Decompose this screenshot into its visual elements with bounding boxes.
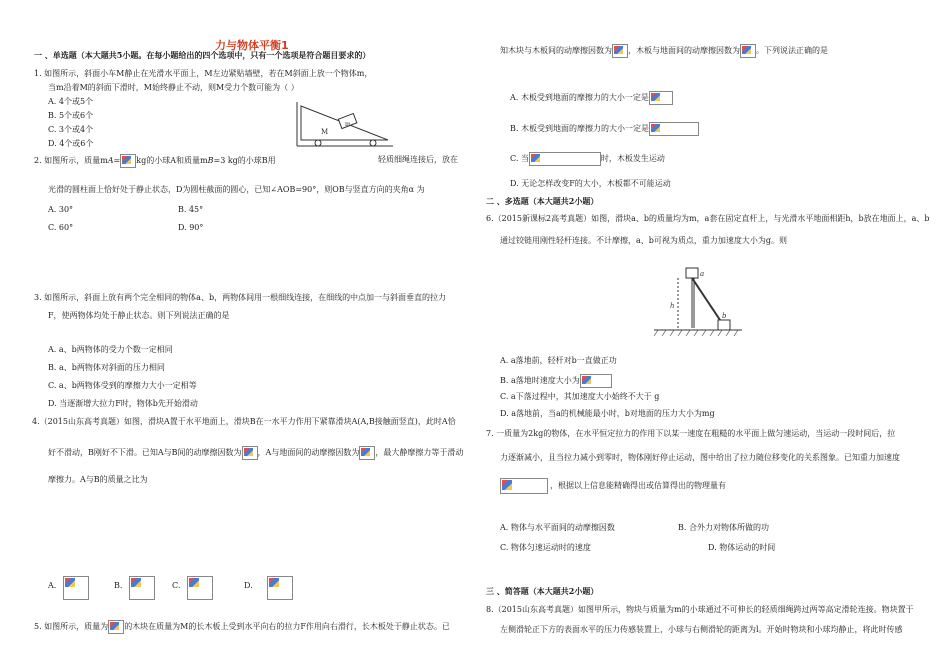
q2-option-d: D. 90° [178, 223, 204, 232]
formula-image [649, 91, 673, 105]
q4-option-b-image [129, 576, 155, 600]
q7-option-a: A. 物体与水平面间的动摩擦因数 [500, 523, 615, 532]
q1-option-d: D. 4个或6个 [48, 139, 94, 148]
q5-option-c: C. 当 时，木板发生运动 [510, 152, 665, 166]
page-title: 力与物体平衡1 [215, 39, 289, 52]
q3-option-d: D. 当逐渐增大拉力F时，物体b先开始滑动 [48, 399, 198, 408]
section-heading-single-choice: 一 、单选题（本大题共5小题。在每小题给出的四个选项中，只有一个选项是符合题目要求的） [34, 50, 371, 60]
q4-line3: 摩擦力。A与B的质量之比为 [48, 475, 148, 484]
q7-line3: ，根据以上信息能精确得出或估算得出的物理量有 [550, 481, 726, 490]
q1-figure-label-m: m [345, 121, 351, 128]
q1-line2: 当m沿着M的斜面下滑时，M始终静止不动，则M受力个数可能为（ ） [48, 83, 299, 92]
q5-continued-line1: 知木块与木板间的动摩擦因数为 ，木板与地面间的动摩擦因数为 。下列说法正确的是 [500, 44, 828, 58]
section-heading-multi-choice: 二 、多选题（本大题共2小题） [486, 196, 599, 206]
section-heading-short-answer: 三 、简答题（本大题共2小题） [486, 586, 599, 596]
q3-line2: F，使两物体均处于静止状态。则下列说法正确的是 [48, 311, 230, 320]
q4-option-a-label: A. [48, 581, 57, 590]
q4-option-c-label: C. [172, 581, 181, 590]
q8-line1: 8.（2015山东高考真题）如图甲所示，物块与质量为m的小球通过不可伸长的轻质细绳跨过两等高定滑轮连接。物块置于 [486, 605, 914, 614]
q1-option-a: A. 4个或5个 [48, 97, 94, 106]
q4-option-d-image [267, 576, 293, 600]
formula-image [359, 446, 375, 460]
q6-option-a: A. a落地前，轻杆对b一直做正功 [500, 356, 617, 365]
q2-option-c: C. 60° [48, 223, 74, 232]
q3-option-b: B. a、b两物体对斜面的压力相同 [48, 363, 165, 372]
q3-option-a: A. a、b两物体的受力个数一定相同 [48, 345, 173, 354]
q4-option-b-label: B. [114, 581, 123, 590]
q6-option-c: C. a下落过程中，其加速度大小始终不大于 g [500, 392, 660, 401]
q6-figure-label-a: a [700, 270, 705, 278]
q7-option-b: B. 合外力对物体所做的功 [678, 523, 769, 532]
q2-line2: 光滑的圆柱面上恰好处于静止状态，D为圆柱截面的圆心，已知∠AOB=90°，则OB与竖直方向的夹角α 为 [48, 185, 425, 194]
q2-option-b: B. 45° [178, 205, 204, 214]
q6-line1: 6.（2015新课标2高考真题）如图，滑块a、b的质量均为m，a套在固定直杆上，与光滑水平地面相距h，b放在地面上，a、b [486, 214, 930, 223]
q2-line1: 2. 如图所示，质量mA= kg的小球A和质量mB=3 kg的小球B用 [34, 154, 276, 168]
q7-line1: 7. 一质量为2kg的物体，在水平恒定拉力的作用下以某一速度在粗糙的水平面上做匀速运动，当运动一段时间后，拉 [486, 429, 896, 438]
q2-option-a: A. 30° [48, 205, 74, 214]
q1-option-b: B. 5个或6个 [48, 111, 94, 120]
formula-image [108, 620, 124, 634]
q6-line2: 通过铰链用刚性轻杆连接。不计摩擦，a、b可视为质点，重力加速度大小为g。则 [500, 236, 788, 245]
q1-option-c: C. 3个或4个 [48, 125, 94, 134]
formula-image [120, 154, 136, 168]
q6-option-d: D. a落地前，当a的机械能最小时，b对地面的压力大小为mg [500, 409, 715, 418]
q4-line1: 4.（2015山东高考真题）如图，滑块A置于水平地面上，滑块B在一水平力作用下紧靠滑块A(A,B接触面竖直)，此时A恰 [32, 417, 456, 426]
q2-line1-tail: 轻质细绳连接后，放在 [378, 155, 458, 164]
q4-line2: 好不滑动，B刚好不下滑。已知A与B间的动摩擦因数为 ，A与地面间的动摩擦因数为 ，最大静摩擦力等于滑动 [48, 446, 463, 460]
q1-incline-cart-figure [293, 100, 398, 152]
formula-image [242, 446, 258, 460]
q8-line2: 左侧滑轮正下方的表面水平的压力传感装置上，小球与右侧滑轮的距离为l。开始时物块和小球均静止，将此时传感 [500, 625, 903, 634]
q5-option-a: A. 木板受到地面的摩擦力的大小一定是 [510, 91, 673, 105]
formula-image [612, 44, 628, 58]
q4-option-c-image [187, 576, 213, 600]
q4-option-a-image [63, 576, 89, 600]
q1-figure-label-M: M [321, 128, 329, 136]
q1-line1: 1. 如图所示，斜面小车M静止在光滑水平面上，M左边紧贴墙壁，若在M斜面上放一个物体m， [34, 69, 373, 78]
q5-option-b: B. 木板受到地面的摩擦力的大小一定是 [510, 122, 699, 136]
q5-line1: 5. 如图所示，质量为 的木块在质量为M的长木板上受到水平向右的拉力F作用向右滑行，长木板处于静止状态。已 [34, 620, 450, 634]
q6-option-b: B. a落地时速度大小为 [500, 374, 612, 388]
q4-option-d-label: D. [244, 581, 253, 590]
formula-image [740, 44, 756, 58]
q3-line1: 3. 如图所示，斜面上放有两个完全相同的物体a、b，两物体间用一根细线连接，在细线的中点加一与斜面垂直的拉力 [34, 293, 447, 302]
formula-image [580, 374, 612, 388]
q6-figure-label-b: b [722, 312, 727, 320]
q7-option-d: D. 物体运动的时间 [708, 543, 776, 552]
q5-option-d: D. 无论怎样改变F的大小，木板都不可能运动 [510, 179, 671, 188]
q6-figure-label-h: h [670, 302, 675, 310]
formula-image [500, 478, 548, 494]
formula-image [529, 152, 601, 166]
q7-line2: 力逐渐减小，且当拉力减小到零时，物体刚好停止运动，图中给出了拉力随位移变化的关系图象。已知重力加速度 [500, 453, 900, 462]
formula-image [649, 122, 699, 136]
q3-option-c: C. a、b两物体受到的摩擦力大小一定相等 [48, 381, 197, 390]
q6-rod-slider-figure [654, 264, 744, 342]
q7-option-c: C. 物体匀速运动时的速度 [500, 543, 591, 552]
